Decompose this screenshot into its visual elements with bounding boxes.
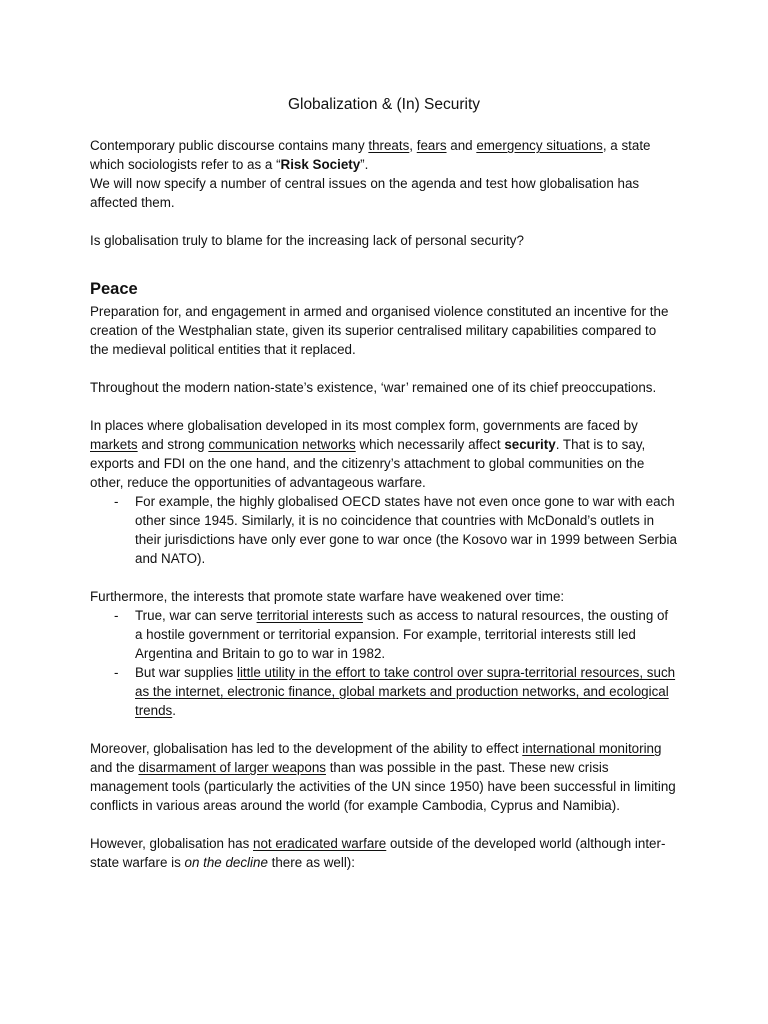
text-run: and xyxy=(446,138,477,153)
link-fears: fears xyxy=(416,138,447,153)
peace-paragraph-4: Furthermore, the interests that promote state warfare have weakened over time: xyxy=(90,589,565,604)
document-title: Globalization & (In) Security xyxy=(287,96,481,113)
text-run: outside of the developed world (although inter-state warfare is xyxy=(90,836,666,870)
text-run: and strong xyxy=(137,437,209,452)
text-run: which necessarily affect xyxy=(355,437,505,452)
bullet-list-2 xyxy=(90,606,678,720)
bullet-list-1 xyxy=(90,492,678,568)
text-run: ”. xyxy=(360,157,369,172)
peace-paragraph-3 xyxy=(90,416,678,492)
text-run: Contemporary public discourse contains many xyxy=(90,138,369,153)
text-run: However, globalisation has xyxy=(90,836,254,851)
text-run: Moreover, globalisation has led to the development of the ability to effect xyxy=(90,741,523,756)
link-markets: markets xyxy=(90,437,138,452)
text-run: than was possible in the past. These new crisis management tools (particularly the activities of the UN since 1950) have been successful in limiting conflicts in various areas around the world (for example Cambodia, Cyprus and Namibia). xyxy=(90,760,676,813)
list-item xyxy=(90,606,678,663)
text-run: , xyxy=(409,138,417,153)
text-run: In places where globalisation developed in its most complex form, governments are faced by xyxy=(90,418,638,433)
link-international-monitoring: international monitoring xyxy=(522,741,662,756)
link-little-utility: little utility in the effort to take control over supra-territorial resources, such as the internet, electronic finance, global markets and production networks, and ecological trends xyxy=(135,665,676,718)
intro-paragraph-2: We will now specify a number of central issues on the agenda and test how globalisation has affected them. xyxy=(90,176,640,210)
peace-paragraph-2: Throughout the modern nation-state’s existence, ‘war’ remained one of its chief preoccupations. xyxy=(90,380,657,395)
link-not-eradicated-warfare: not eradicated warfare xyxy=(253,836,387,851)
list-item xyxy=(90,663,678,720)
section-heading-peace: Peace xyxy=(90,280,138,298)
emphasis-on-the-decline: on the decline xyxy=(184,855,268,870)
risk-society-term: Risk Society xyxy=(280,157,361,172)
peace-paragraph-1: Preparation for, and engagement in armed and organised violence constituted an incentive for the creation of the Westphalian state, given its superior centralised military capabilities compared to the medieval political entities that it replaced. xyxy=(90,304,669,357)
list-item: - For example, the highly globalised OECD states have not even once gone to war with each other since 1945. Similarly, it is no coincidence that countries with McDonald’s outlets in their jurisdictions have only ever gone to war once (the Kosovo war in 1999 between Serbia and NATO). xyxy=(90,492,678,568)
link-emergency-situations: emergency situations xyxy=(476,138,603,153)
text-run: . That is to say, exports and FDI on the one hand, and the citizenry’s attachment to global communities on the other, reduce the opportunities of advantageous warfare. xyxy=(90,437,646,490)
security-term: security xyxy=(504,437,556,452)
text-run: True, war can serve xyxy=(135,608,257,623)
text-run: such as access to natural resources, the ousting of a hostile government or territorial expansion. For example, territorial interests still led Argentina and Britain to go to war in 1982. xyxy=(135,608,669,661)
intro-paragraph xyxy=(90,136,678,174)
peace-paragraph-5 xyxy=(90,739,678,815)
text-run: there as well): xyxy=(267,855,355,870)
intro-question: Is globalisation truly to blame for the increasing lack of personal security? xyxy=(90,233,524,248)
text-run: , a state which sociologists refer to as a “ xyxy=(90,138,651,172)
text-run: . xyxy=(172,703,176,718)
link-threats: threats xyxy=(368,138,410,153)
link-communication-networks: communication networks xyxy=(208,437,356,452)
link-disarmament: disarmament of larger weapons xyxy=(138,760,326,775)
link-territorial-interests: territorial interests xyxy=(256,608,363,623)
text-run: and the xyxy=(90,760,139,775)
peace-paragraph-6 xyxy=(90,834,678,872)
text-run: But war supplies xyxy=(135,665,237,680)
